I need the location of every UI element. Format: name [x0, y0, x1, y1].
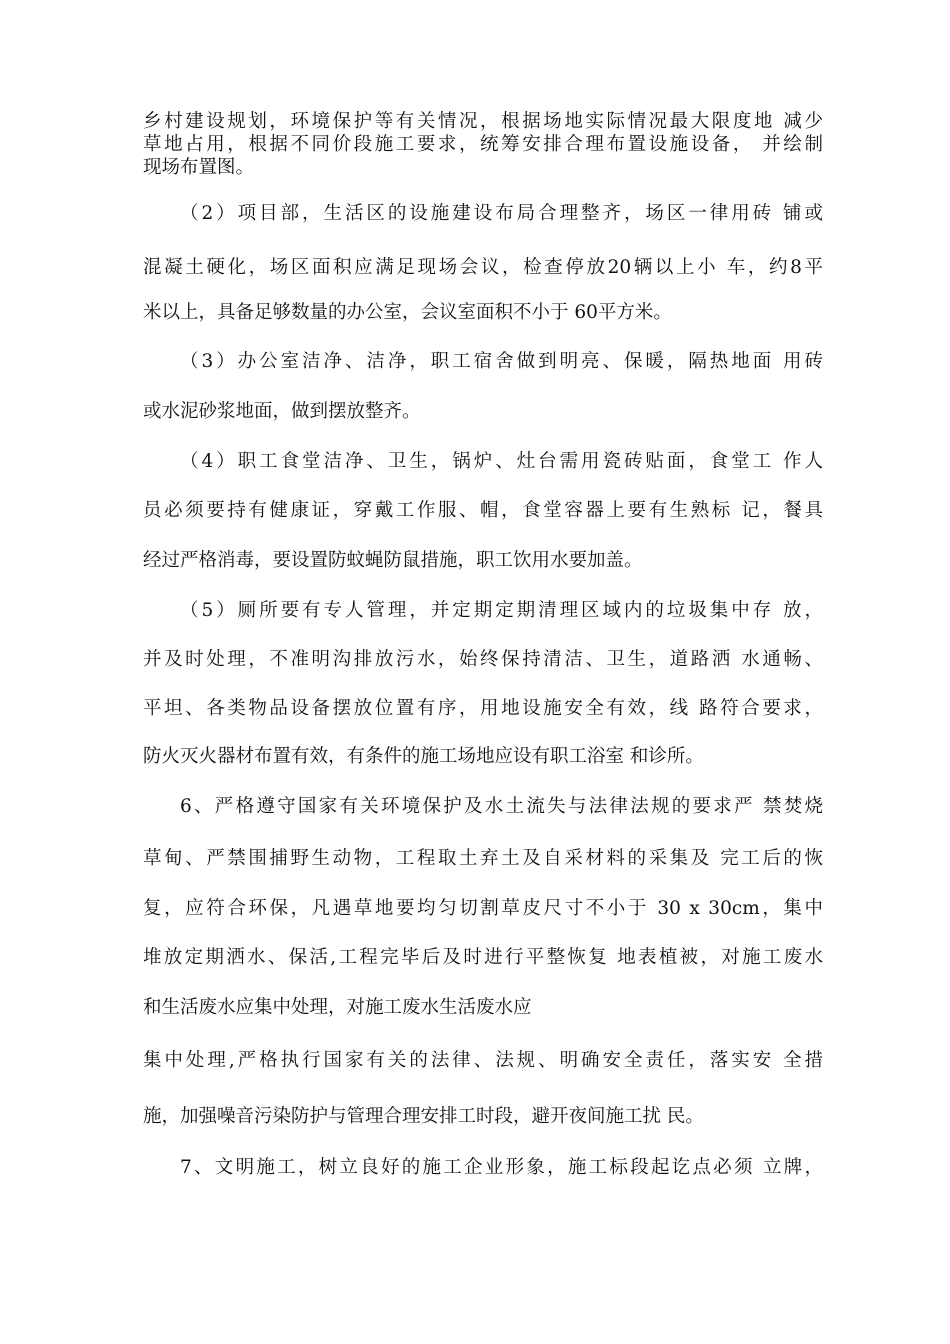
item-6-line-1: 6、严格遵守国家有关环境保护及水土流失与法律法规的要求严 禁焚烧 — [180, 796, 823, 817]
item-4-line-2: 员必须要持有健康证，穿戴工作服、帽，食堂容器上要有生熟标 记，餐具 — [143, 500, 823, 521]
item-5-line-4: 防火灭火器材布置有效，有条件的施工场地应设有职工浴室 和诊所。 — [143, 746, 704, 767]
item-4-line-3: 经过严格消毒，要设置防蚊蝇防鼠措施，职工饮用水要加盖。 — [143, 550, 643, 571]
item-6-cont-line-1: 集中处理,严格执行国家有关的法律、法规、明确安全责任，落实安 全措 — [143, 1050, 823, 1071]
item-3-line-1: （3）办公室洁净、洁净，职工宿舍做到明亮、保暖，隔热地面 用砖 — [180, 351, 823, 372]
item-7-line-1: 7、文明施工，树立良好的施工企业形象，施工标段起讫点必须 立牌， — [180, 1157, 823, 1178]
item-5-line-1: （5）厕所要有专人管理，并定期定期清理区域内的垃圾集中存 放， — [180, 600, 823, 621]
item-6-cont-line-2: 施，加强噪音污染防护与管理合理安排工时段，避开夜间施工扰 民。 — [143, 1106, 704, 1127]
intro-line-3: 现场布置图。 — [143, 157, 255, 178]
item-2-line-1: （2）项目部，生活区的设施建设布局合理整齐，场区一律用砖 铺或 — [180, 203, 823, 224]
item-6-line-5: 和生活废水应集中处理，对施工废水生活废水应 — [143, 997, 532, 1018]
intro-line-1: 乡村建设规划，环境保护等有关情况，根据场地实际情况最大限度地 减少 — [143, 111, 823, 132]
item-6-line-2: 草甸、严禁围捕野生动物，工程取土弃土及自采材料的采集及 完工后的恢 — [143, 848, 823, 869]
item-3-line-2: 或水泥砂浆地面，做到摆放整齐。 — [143, 401, 421, 422]
item-6-line-4: 堆放定期洒水、保活,工程完毕后及时进行平整恢复 地表植被，对施工废水 — [143, 947, 823, 968]
item-2-line-3: 米以上，具备足够数量的办公室，会议室面积不小于 60平方米。 — [143, 302, 672, 323]
item-5-line-3: 平坦、各类物品设备摆放位置有序，用地设施安全有效，线 路符合要求， — [143, 698, 823, 719]
item-2-line-2: 混凝土硬化，场区面积应满足现场会议，检查停放20辆以上小 车，约8平 — [143, 257, 823, 278]
item-4-line-1: （4）职工食堂洁净、卫生，锅炉、灶台需用瓷砖贴面，食堂工 作人 — [180, 451, 823, 472]
item-5-line-2: 并及时处理，不准明沟排放污水，始终保持清洁、卫生，道路洒 水通畅、 — [143, 649, 823, 670]
intro-line-2: 草地占用，根据不同价段施工要求，统筹安排合理布置设施设备， 并绘制 — [143, 134, 823, 155]
item-6-line-3: 复，应符合环保，凡遇草地要均匀切割草皮尺寸不小于 30 x 30cm，集中 — [143, 898, 823, 919]
